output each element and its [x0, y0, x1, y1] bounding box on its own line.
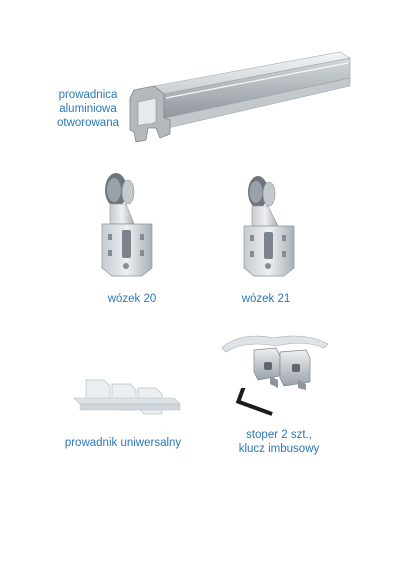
universal-guide-label	[58, 436, 188, 450]
rail-label-line-3: otworowana	[56, 117, 119, 129]
trolley-21-label-line-1: wózek 21	[241, 293, 291, 305]
rail-label-line-1: prowadnica	[58, 89, 118, 101]
trolley-20-illustration	[96, 170, 160, 282]
universal-guide-label-line-1: prowadnik uniwersalny	[64, 437, 182, 449]
stopper-label-line-2: klucz imbusowy	[238, 443, 320, 455]
stopper-label-line-1: stoper 2 szt.,	[246, 429, 312, 441]
trolley-21-illustration	[238, 172, 302, 282]
universal-guide-illustration	[70, 376, 182, 420]
stopper-illustration	[214, 326, 336, 392]
trolley-21-label	[226, 292, 306, 306]
rail-label	[48, 88, 128, 130]
trolley-20-label	[92, 292, 172, 306]
aluminium-rail-illustration	[126, 48, 352, 144]
stopper-and-key-label	[224, 428, 334, 456]
rail-label-line-2: aluminiowa	[59, 103, 117, 115]
trolley-20-label-line-1: wózek 20	[107, 293, 157, 305]
allen-key-illustration	[234, 388, 280, 416]
